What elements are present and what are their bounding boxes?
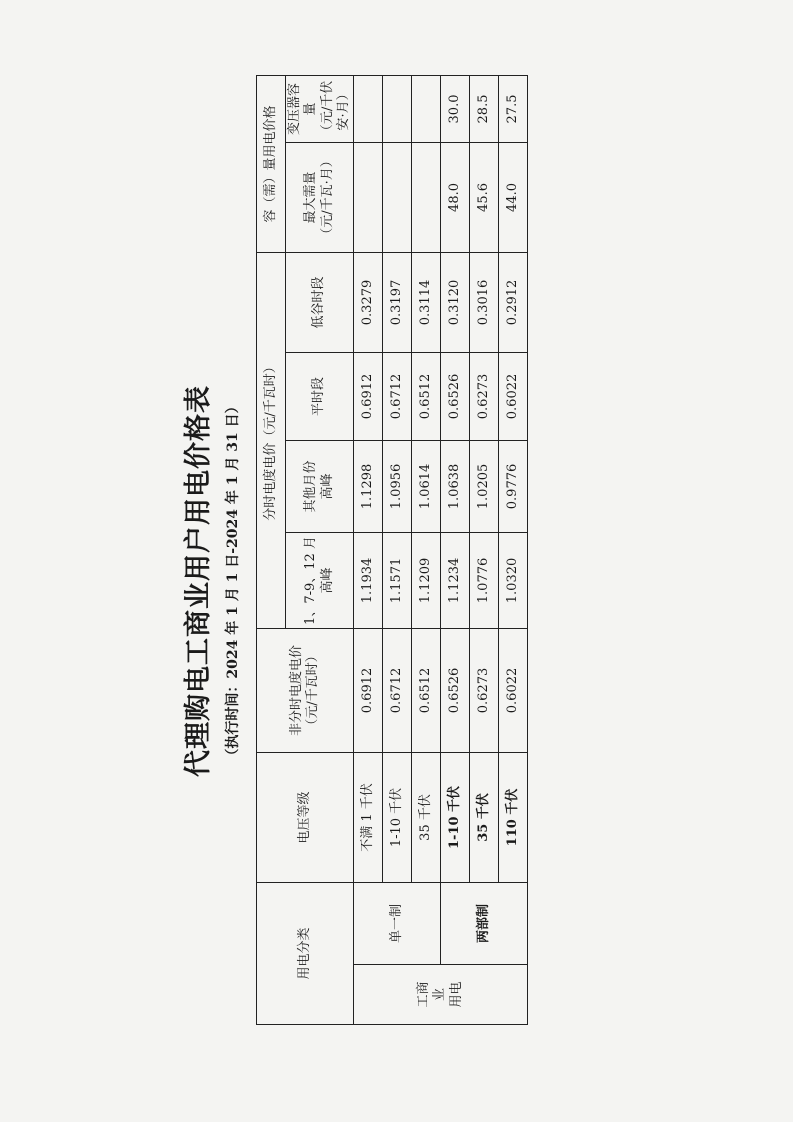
header-voltage: 电压等级 [257, 752, 354, 882]
peak-other-cell: 1.0614 [412, 440, 441, 532]
transformer-cell [354, 76, 383, 143]
header-category: 用电分类 [257, 882, 354, 1024]
header-peak-other-line1: 其他月份 [303, 460, 319, 513]
max-demand-cell: 48.0 [441, 142, 470, 252]
voltage-cell: 不满 1 千伏 [354, 752, 383, 882]
header-max-demand-line2: （元/千瓦·月） [319, 154, 335, 241]
header-transformer-line1: 变压器容量 [287, 82, 319, 135]
header-transformer-line2: （元/千伏安·月） [319, 80, 351, 138]
peak-special-cell: 1.1209 [412, 532, 441, 628]
category-label-line2: 业 [432, 988, 448, 1002]
valley-cell: 0.3016 [470, 252, 499, 352]
table-row [499, 76, 528, 1025]
page-title: 代理购电工商业用户用电价格表 [183, 385, 214, 777]
voltage-cell: 1-10 千伏 [383, 752, 412, 882]
header-transformer [286, 76, 354, 143]
header-peak-special [286, 532, 354, 628]
header-flat: 平时段 [286, 352, 354, 440]
peak-other-cell: 1.0956 [383, 440, 412, 532]
non-tou-cell: 0.6512 [412, 628, 441, 752]
max-demand-cell: 45.6 [470, 142, 499, 252]
valley-cell: 0.2912 [499, 252, 528, 352]
max-demand-cell [383, 142, 412, 252]
peak-other-cell: 1.1298 [354, 440, 383, 532]
header-max-demand-line1: 最大需量 [303, 171, 319, 224]
peak-special-cell: 1.0776 [470, 532, 499, 628]
peak-other-cell: 1.0205 [470, 440, 499, 532]
header-valley: 低谷时段 [286, 252, 354, 352]
header-non-tou-line1: 非分时电度电价 [288, 644, 304, 736]
peak-special-cell: 1.1234 [441, 532, 470, 628]
max-demand-cell [354, 142, 383, 252]
voltage-cell: 1-10 千伏 [441, 752, 470, 882]
table-row [470, 76, 499, 1025]
voltage-cell: 35 千伏 [470, 752, 499, 882]
header-max-demand [286, 142, 354, 252]
peak-other-cell: 0.9776 [499, 440, 528, 532]
non-tou-cell: 0.6912 [354, 628, 383, 752]
flat-cell: 0.6273 [470, 352, 499, 440]
rotated-sheet [176, 41, 616, 1081]
category-label-line3: 用电 [448, 981, 464, 1008]
header-tou-group: 分时电度电价（元/千瓦时） [257, 252, 286, 628]
non-tou-cell: 0.6022 [499, 628, 528, 752]
non-tou-cell: 0.6273 [470, 628, 499, 752]
category-label [354, 965, 528, 1025]
flat-cell: 0.6526 [441, 352, 470, 440]
table-row [354, 76, 383, 1025]
valley-cell: 0.3279 [354, 252, 383, 352]
transformer-cell [412, 76, 441, 143]
price-table [256, 75, 528, 1025]
transformer-cell: 27.5 [499, 76, 528, 143]
max-demand-cell: 44.0 [499, 142, 528, 252]
valley-cell: 0.3114 [412, 252, 441, 352]
transformer-cell: 28.5 [470, 76, 499, 143]
voltage-cell: 35 千伏 [412, 752, 441, 882]
header-peak-special-line1: 1、7-9、12 月 [303, 536, 319, 625]
header-capacity-group: 容（需）量用电价格 [257, 76, 286, 253]
header-peak-special-line2: 高峰 [319, 567, 335, 594]
non-tou-cell: 0.6526 [441, 628, 470, 752]
peak-special-cell: 1.1934 [354, 532, 383, 628]
group-single: 单一制 [354, 882, 441, 964]
table-row [441, 76, 470, 1025]
table-row [412, 76, 441, 1025]
transformer-cell: 30.0 [441, 76, 470, 143]
peak-other-cell: 1.0638 [441, 440, 470, 532]
peak-special-cell: 1.1571 [383, 532, 412, 628]
flat-cell: 0.6712 [383, 352, 412, 440]
flat-cell: 0.6022 [499, 352, 528, 440]
group-two-part: 两部制 [441, 882, 528, 964]
valley-cell: 0.3120 [441, 252, 470, 352]
non-tou-cell: 0.6712 [383, 628, 412, 752]
header-peak-other-line2: 高峰 [319, 473, 335, 500]
flat-cell: 0.6912 [354, 352, 383, 440]
header-non-tou-line2: （元/千瓦时） [305, 649, 320, 732]
voltage-cell: 110 千伏 [499, 752, 528, 882]
valley-cell: 0.3197 [383, 252, 412, 352]
transformer-cell [383, 76, 412, 143]
category-label-line1: 工商 [416, 981, 432, 1008]
flat-cell: 0.6512 [412, 352, 441, 440]
header-peak-other [286, 440, 354, 532]
header-non-tou [257, 628, 354, 752]
peak-special-cell: 1.0320 [499, 532, 528, 628]
table-row [383, 76, 412, 1025]
max-demand-cell [412, 142, 441, 252]
effective-period: （执行时间：2024 年 1 月 1 日-2024 年 1 月 31 日） [225, 399, 241, 763]
